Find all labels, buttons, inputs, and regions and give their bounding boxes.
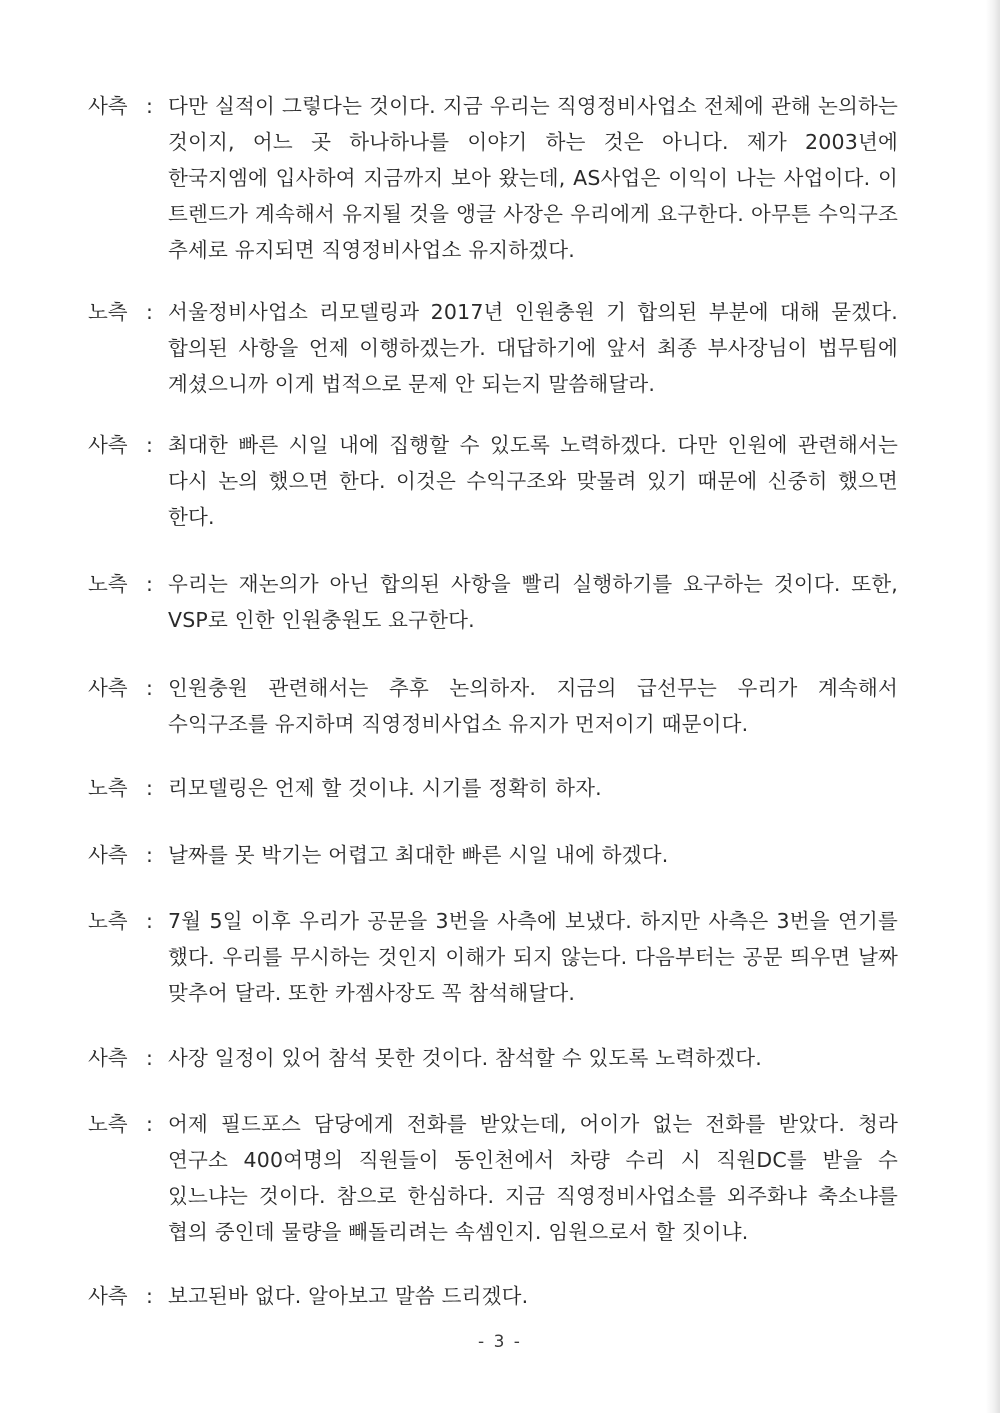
speaker-label: 사측 bbox=[88, 676, 128, 700]
speaker-label: 사측 bbox=[88, 1046, 128, 1070]
statement-text: 사장 일정이 있어 참석 못한 것이다. 참석할 수 있도록 노력하겠다. bbox=[168, 1046, 762, 1070]
separator-colon: : bbox=[146, 1046, 153, 1070]
dialogue-entry bbox=[88, 294, 898, 402]
separator-colon: : bbox=[146, 776, 153, 800]
separator-colon: : bbox=[146, 300, 153, 324]
separator-colon: : bbox=[146, 433, 153, 457]
dialogue-entry bbox=[88, 903, 898, 1011]
speaker-label: 노측 bbox=[88, 909, 128, 933]
speaker-label: 노측 bbox=[88, 1112, 128, 1136]
speaker-label: 노측 bbox=[88, 572, 128, 596]
statement-text: 보고된바 없다. 알아보고 말씀 드리겠다. bbox=[168, 1284, 529, 1308]
separator-colon: : bbox=[146, 1112, 153, 1136]
statement-text: 날짜를 못 박기는 어렵고 최대한 빠른 시일 내에 하겠다. bbox=[168, 843, 669, 867]
statement-text: 리모델링은 언제 할 것이냐. 시기를 정확히 하자. bbox=[168, 776, 602, 800]
separator-colon: : bbox=[146, 572, 153, 596]
dialogue-entry bbox=[88, 837, 898, 873]
statement-text: 우리는 재논의가 아닌 합의된 사항을 빨리 실행하기를 요구하는 것이다. 또한, VSP로 인한 인원충원도 요구한다. bbox=[168, 572, 898, 632]
dialogue-entry bbox=[88, 566, 898, 638]
statement-text: 최대한 빠른 시일 내에 집행할 수 있도록 노력하겠다. 다만 인원에 관련해서는 다시 논의 했으면 한다. 이것은 수익구조와 맞물려 있기 때문에 신중히 했으면 한다. bbox=[168, 433, 898, 529]
dialogue-entry bbox=[88, 1106, 898, 1250]
dialogue-entry bbox=[88, 670, 898, 742]
speaker-label: 사측 bbox=[88, 433, 128, 457]
speaker-label: 사측 bbox=[88, 94, 128, 118]
speaker-label: 노측 bbox=[88, 776, 128, 800]
separator-colon: : bbox=[146, 676, 153, 700]
statement-text: 다만 실적이 그렇다는 것이다. 지금 우리는 직영정비사업소 전체에 관해 논의하는 것이지, 어느 곳 하나하나를 이야기 하는 것은 아니다. 제가 2003년에 한국지엠에 입사하여 지금까지 보아 왔는데, AS사업은 이익이 나는 사업이다. 이 트렌드가 계속해서 유지될 것을 앵글 사장은 우리에게 요구한다. 아무튼 수익구조 추세로 유지되면 직영정비사업소 유지하겠다. bbox=[168, 94, 898, 262]
dialogue-entry bbox=[88, 770, 898, 806]
speaker-label: 사측 bbox=[88, 1284, 128, 1308]
separator-colon: : bbox=[146, 94, 153, 118]
speaker-label: 사측 bbox=[88, 843, 128, 867]
statement-text: 7월 5일 이후 우리가 공문을 3번을 사측에 보냈다. 하지만 사측은 3번을 연기를 했다. 우리를 무시하는 것인지 이해가 되지 않는다. 다음부터는 공문 띄우면 날짜 맞추어 달라. 또한 카젬사장도 꼭 참석해달다. bbox=[168, 909, 898, 1005]
dialogue-entry bbox=[88, 427, 898, 535]
separator-colon: : bbox=[146, 909, 153, 933]
statement-text: 서울정비사업소 리모델링과 2017년 인원충원 기 합의된 부분에 대해 묻겠다. 합의된 사항을 언제 이행하겠는가. 대답하기에 앞서 최종 부사장님이 법무팀에 계셨으니까 이게 법적으로 문제 안 되는지 말씀해달라. bbox=[168, 300, 898, 396]
separator-colon: : bbox=[146, 1284, 153, 1308]
dialogue-entry bbox=[88, 88, 898, 268]
statement-text: 인원충원 관련해서는 추후 논의하자. 지금의 급선무는 우리가 계속해서 수익구조를 유지하며 직영정비사업소 유지가 먼저이기 때문이다. bbox=[168, 676, 898, 736]
separator-colon: : bbox=[146, 843, 153, 867]
dialogue-entry bbox=[88, 1040, 898, 1076]
scan-edge-shadow bbox=[986, 0, 1000, 1413]
speaker-label: 노측 bbox=[88, 300, 128, 324]
page-number: - 3 - bbox=[478, 1332, 522, 1352]
statement-text: 어제 필드포스 담당에게 전화를 받았는데, 어이가 없는 전화를 받았다. 청라 연구소 400여명의 직원들이 동인천에서 차량 수리 시 직원DC를 받을 수 있느냐는 것이다. 참으로 한심하다. 지금 직영정비사업소를 외주화냐 축소냐를 협의 중인데 물량을 빼돌리려는 속셈인지. 임원으로서 할 짓이냐. bbox=[168, 1112, 898, 1244]
dialogue-entry bbox=[88, 1278, 898, 1314]
